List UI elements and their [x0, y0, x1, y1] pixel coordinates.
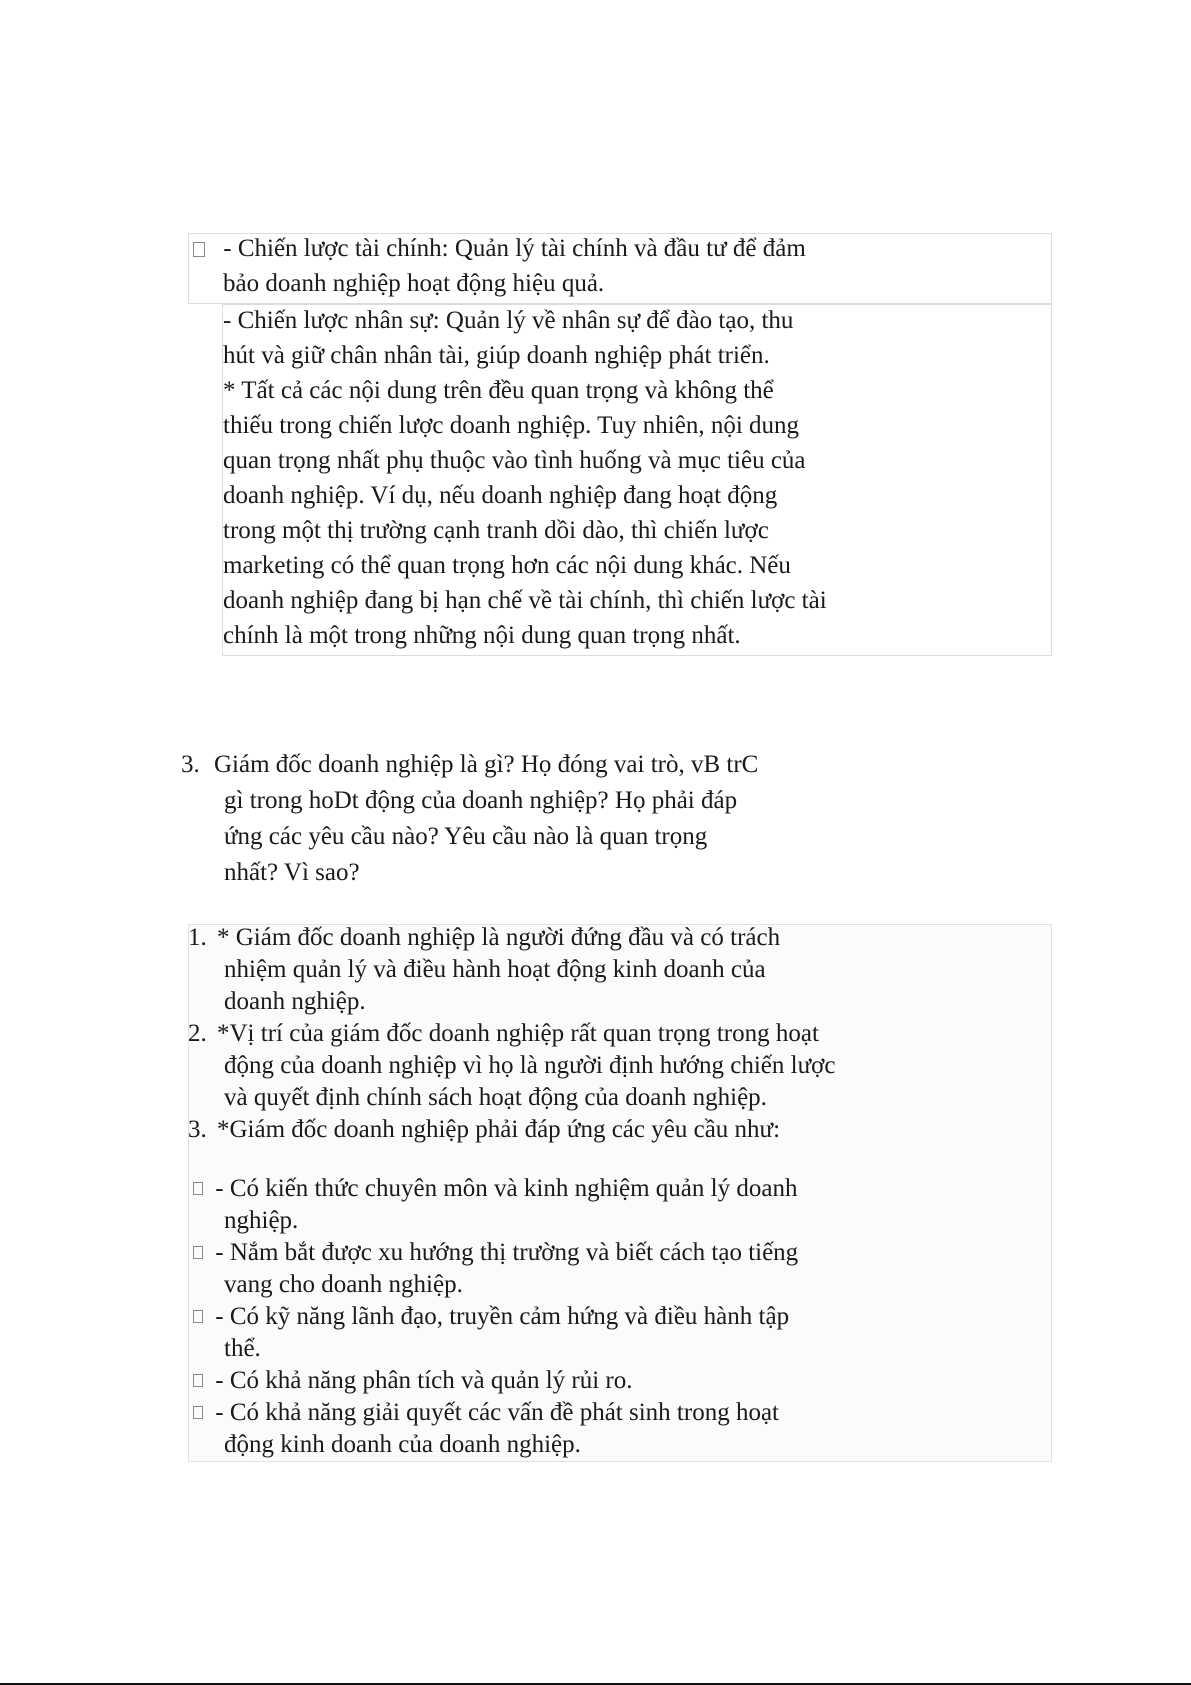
hr-line-5: quan trọng nhất phụ thuộc vào tình huống và mục tiêu của [223, 447, 806, 474]
missing-glyph-box-icon [193, 242, 205, 257]
requirement-5-line-1 [193, 1395, 779, 1430]
requirement-3-line-2: thể. [224, 1335, 261, 1362]
answer-item-1-line-3: doanh nghiệp. [224, 988, 366, 1015]
requirement-2-line-2: vang cho doanh nghiệp. [224, 1271, 463, 1298]
requirement-2-line-1 [193, 1235, 798, 1270]
hr-line-2: hút và giữ chân nhân tài, giúp doanh nghiệp phát triển. [223, 342, 770, 369]
finance-line-2: bảo doanh nghiệp hoạt động hiệu quả. [223, 270, 605, 297]
answer-item-2-line-2: động của doanh nghiệp vì họ là người định hướng chiến lược [224, 1052, 836, 1079]
requirement-5-line-2: động kinh doanh của doanh nghiệp. [224, 1431, 581, 1458]
hr-line-10: chính là một trong những nội dung quan trọng nhất. [223, 622, 741, 649]
requirement-3-line-1 [193, 1299, 789, 1334]
answer-item-2-line-3: và quyết định chính sách hoạt động của doanh nghiệp. [224, 1084, 767, 1111]
missing-glyph-box-icon [193, 1246, 203, 1259]
finance-text-1: - Chiến lược tài chính: Quản lý tài chính và đầu tư để đảm [223, 235, 806, 262]
hr-line-3: * Tất cả các nội dung trên đều quan trọng và không thể [223, 377, 774, 404]
hr-line-6: doanh nghiệp. Ví dụ, nếu doanh nghiệp đang hoạt động [223, 482, 778, 509]
answer-item-1-line-1: * Giám đốc doanh nghiệp là người đứng đầu và có trách [217, 924, 781, 951]
requirement-5-text: - Có khả năng giải quyết các vấn đề phát sinh trong hoạt [215, 1399, 779, 1426]
hr-line-1: - Chiến lược nhân sự: Quản lý về nhân sự để đào tạo, thu [223, 307, 794, 334]
answer-item-2-line-1: *Vị trí của giám đốc doanh nghiệp rất quan trọng trong hoạt [217, 1020, 819, 1047]
missing-glyph-box-icon [193, 1406, 203, 1419]
question-3-line-1: Giám đốc doanh nghiệp là gì? Họ đóng vai trò, vB trC [214, 751, 759, 778]
answer-item-1-line-2: nhiệm quản lý và điều hành hoạt động kinh doanh của [224, 956, 766, 983]
requirement-1-line-2: nghiệp. [224, 1207, 299, 1234]
question-3-number: 3. [181, 751, 200, 778]
question-3-line-4: nhất? Vì sao? [224, 859, 360, 886]
answer-item-1-marker: 1. [188, 924, 207, 951]
answer-item-3-line-1: *Giám đốc doanh nghiệp phải đáp ứng các yêu cầu như: [217, 1116, 781, 1143]
hr-line-4: thiếu trong chiến lược doanh nghiệp. Tuy nhiên, nội dung [223, 412, 800, 439]
question-3-line-2: gì trong hoDt động của doanh nghiệp? Họ phải đáp [224, 787, 738, 814]
question-3-line-3: ứng các yêu cầu nào? Yêu cầu nào là quan trọng [224, 823, 708, 850]
hr-line-9: doanh nghiệp đang bị hạn chế về tài chính, thì chiến lược tài [223, 587, 827, 614]
requirement-1-text: - Có kiến thức chuyên môn và kinh nghiệm quản lý doanh [215, 1175, 798, 1202]
requirement-4-text: - Có khả năng phân tích và quản lý rủi ro. [215, 1367, 633, 1394]
finance-line-1 [193, 231, 806, 266]
answer-item-3-marker: 3. [188, 1116, 207, 1143]
answer-item-2-marker: 2. [188, 1020, 207, 1047]
missing-glyph-box-icon [193, 1310, 203, 1323]
requirement-3-text: - Có kỹ năng lãnh đạo, truyền cảm hứng và điều hành tập [215, 1303, 790, 1330]
hr-line-8: marketing có thể quan trọng hơn các nội dung khác. Nếu [223, 552, 791, 579]
requirement-1-line-1 [193, 1171, 797, 1206]
hr-line-7: trong một thị trường cạnh tranh dồi dào, thì chiến lược [223, 517, 769, 544]
requirement-2-text: - Nắm bắt được xu hướng thị trường và biết cách tạo tiếng [215, 1239, 799, 1266]
missing-glyph-box-icon [193, 1182, 203, 1195]
missing-glyph-box-icon [193, 1374, 203, 1387]
requirement-4-line-1 [193, 1363, 633, 1398]
